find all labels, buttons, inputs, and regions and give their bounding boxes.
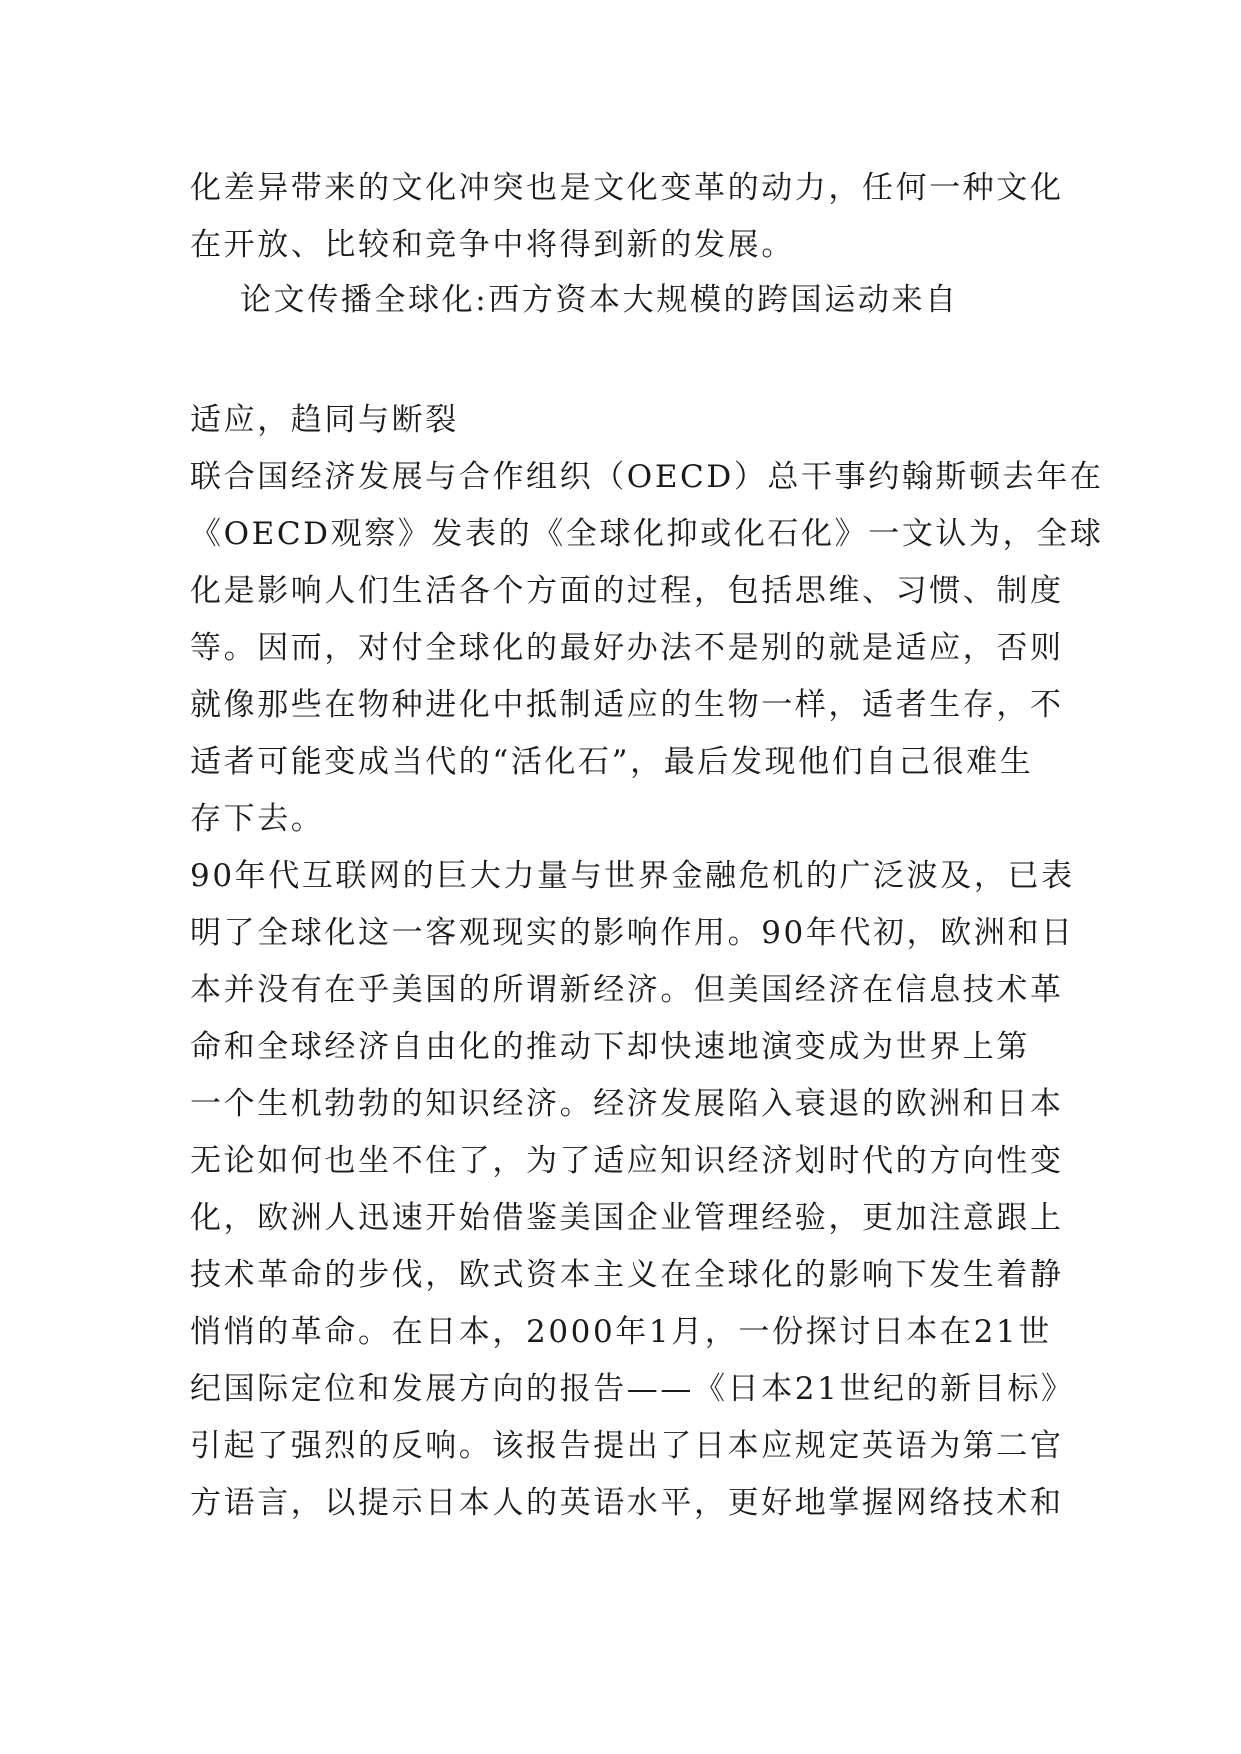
text-line: 一个生机勃勃的知识经济。经济发展陷入衰退的欧洲和日本 <box>190 1086 1064 1122</box>
text-line: 化是影响人们生活各个方面的过程，包括思维、习惯、制度 <box>190 573 1064 609</box>
text-line: 引起了强烈的反响。该报告提出了日本应规定英语为第二官 <box>190 1428 1064 1464</box>
article-title: 论文传播全球化:西方资本大规模的跨国运动来自 <box>240 282 959 318</box>
text-line: 在开放、比较和竞争中将得到新的发展。 <box>190 227 795 263</box>
text-line: 技术革命的步伐，欧式资本主义在全球化的影响下发生着静 <box>190 1257 1064 1293</box>
text-line: 悄悄的革命。在日本，2000年1月，一份探讨日本在21世 <box>190 1314 1052 1350</box>
text-line: 方语言，以提示日本人的英语水平，更好地掌握网络技术和 <box>190 1485 1064 1521</box>
text-line: 明了全球化这一客观现实的影响作用。90年代初，欧洲和日 <box>190 915 1075 951</box>
text-line: 化，欧洲人迅速开始借鉴美国企业管理经验，更加注意跟上 <box>190 1200 1064 1236</box>
text-line: 本并没有在乎美国的所谓新经济。但美国经济在信息技术革 <box>190 972 1064 1008</box>
text-line: 联合国经济发展与合作组织（OECD）总干事约翰斯顿去年在 <box>190 459 1104 495</box>
text-line: 等。因而，对付全球化的最好办法不是别的就是适应，否则 <box>190 630 1064 666</box>
body-text <box>190 449 1104 1532</box>
text-line: 无论如何也坐不住了，为了适应知识经济划时代的方向性变 <box>190 1143 1064 1179</box>
text-line: 适者可能变成当代的“活化石”，最后发现他们自己很难生 <box>190 744 1034 780</box>
text-line: 《OECD观察》发表的《全球化抑或化石化》一文认为，全球 <box>190 516 1104 552</box>
text-line: 纪国际定位和发展方向的报告——《日本21世纪的新目标》 <box>190 1371 1075 1407</box>
text-line: 存下去。 <box>190 801 325 837</box>
article-subtitle: 适应，趋同与断裂 <box>190 402 459 438</box>
text-line: 化差异带来的文化冲突也是文化变革的动力，任何一种文化 <box>190 170 1064 206</box>
text-line: 90年代互联网的巨大力量与世界金融危机的广泛波及，已表 <box>190 858 1075 894</box>
intro-paragraph <box>190 160 1064 274</box>
text-line: 就像那些在物种进化中抵制适应的生物一样，适者生存，不 <box>190 687 1064 723</box>
text-line: 命和全球经济自由化的推动下却快速地演变成为世界上第 <box>190 1029 1030 1065</box>
